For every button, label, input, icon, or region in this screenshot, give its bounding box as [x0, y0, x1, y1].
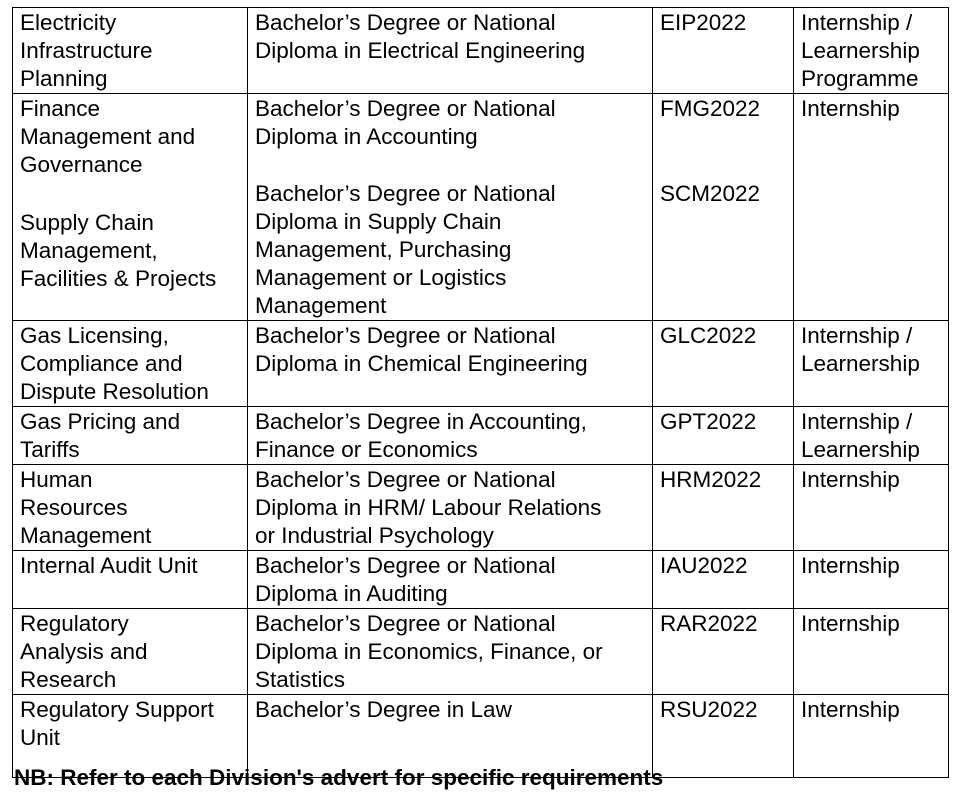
reference-cell: IAU2022 — [653, 551, 794, 609]
qualification-cell: Bachelor’s Degree in Accounting, Finance or Economics — [248, 407, 653, 465]
reference-cell: HRM2022 — [653, 465, 794, 551]
reference-cell: EIP2022 — [653, 8, 794, 94]
division-cell: Electricity Infrastructure Planning — [13, 8, 248, 94]
reference-cell: FMG2022 — [653, 94, 794, 180]
table-row — [13, 321, 949, 407]
programme-cell: Internship — [794, 695, 949, 778]
division-cell: Regulatory Support Unit — [13, 695, 248, 778]
reference-cell: GPT2022 — [653, 407, 794, 465]
table-row — [13, 551, 949, 609]
reference-cell: RAR2022 — [653, 609, 794, 695]
programme-cell: Internship / Learnership — [794, 407, 949, 465]
qualification-cell: Bachelor’s Degree or National Diploma in Auditing — [248, 551, 653, 609]
programmes-table — [12, 7, 949, 778]
qualification-cell: Bachelor’s Degree or National Diploma in Chemical Engineering — [248, 321, 653, 407]
division-cell: Regulatory Analysis and Research — [13, 609, 248, 695]
division-cell: Supply Chain Management, Facilities & Projects — [13, 179, 248, 321]
qualification-cell: Bachelor’s Degree or National Diploma in Electrical Engineering — [248, 8, 653, 94]
qualification-cell: Bachelor’s Degree or National Diploma in Economics, Finance, or Statistics — [248, 609, 653, 695]
footer-note: NB: Refer to each Division's advert for specific requirements — [14, 765, 664, 790]
division-cell: Gas Licensing, Compliance and Dispute Resolution — [13, 321, 248, 407]
qualification-cell: Bachelor’s Degree or National Diploma in Accounting — [248, 94, 653, 180]
programme-cell: Internship / Learnership — [794, 321, 949, 407]
table-row — [13, 8, 949, 94]
programme-cell: Internship — [794, 465, 949, 551]
programme-cell: Internship — [794, 551, 949, 609]
division-cell: Gas Pricing and Tariffs — [13, 407, 248, 465]
reference-cell: RSU2022 — [653, 695, 794, 778]
table-row — [13, 407, 949, 465]
division-cell: Human Resources Management — [13, 465, 248, 551]
division-cell: Internal Audit Unit — [13, 551, 248, 609]
table-row — [13, 465, 949, 551]
qualification-cell: Bachelor’s Degree in Law — [248, 695, 653, 778]
reference-cell: SCM2022 — [653, 179, 794, 321]
table-row — [13, 94, 949, 180]
division-cell: Finance Management and Governance — [13, 94, 248, 180]
programme-cell: Internship / Learnership Programme — [794, 8, 949, 94]
qualification-cell: Bachelor’s Degree or National Diploma in Supply Chain Management, Purchasing Management or Logistics Management — [248, 179, 653, 321]
reference-cell: GLC2022 — [653, 321, 794, 407]
programme-cell: Internship — [794, 94, 949, 321]
programme-cell: Internship — [794, 609, 949, 695]
table-row — [13, 609, 949, 695]
qualification-cell: Bachelor’s Degree or National Diploma in HRM/ Labour Relations or Industrial Psychology — [248, 465, 653, 551]
